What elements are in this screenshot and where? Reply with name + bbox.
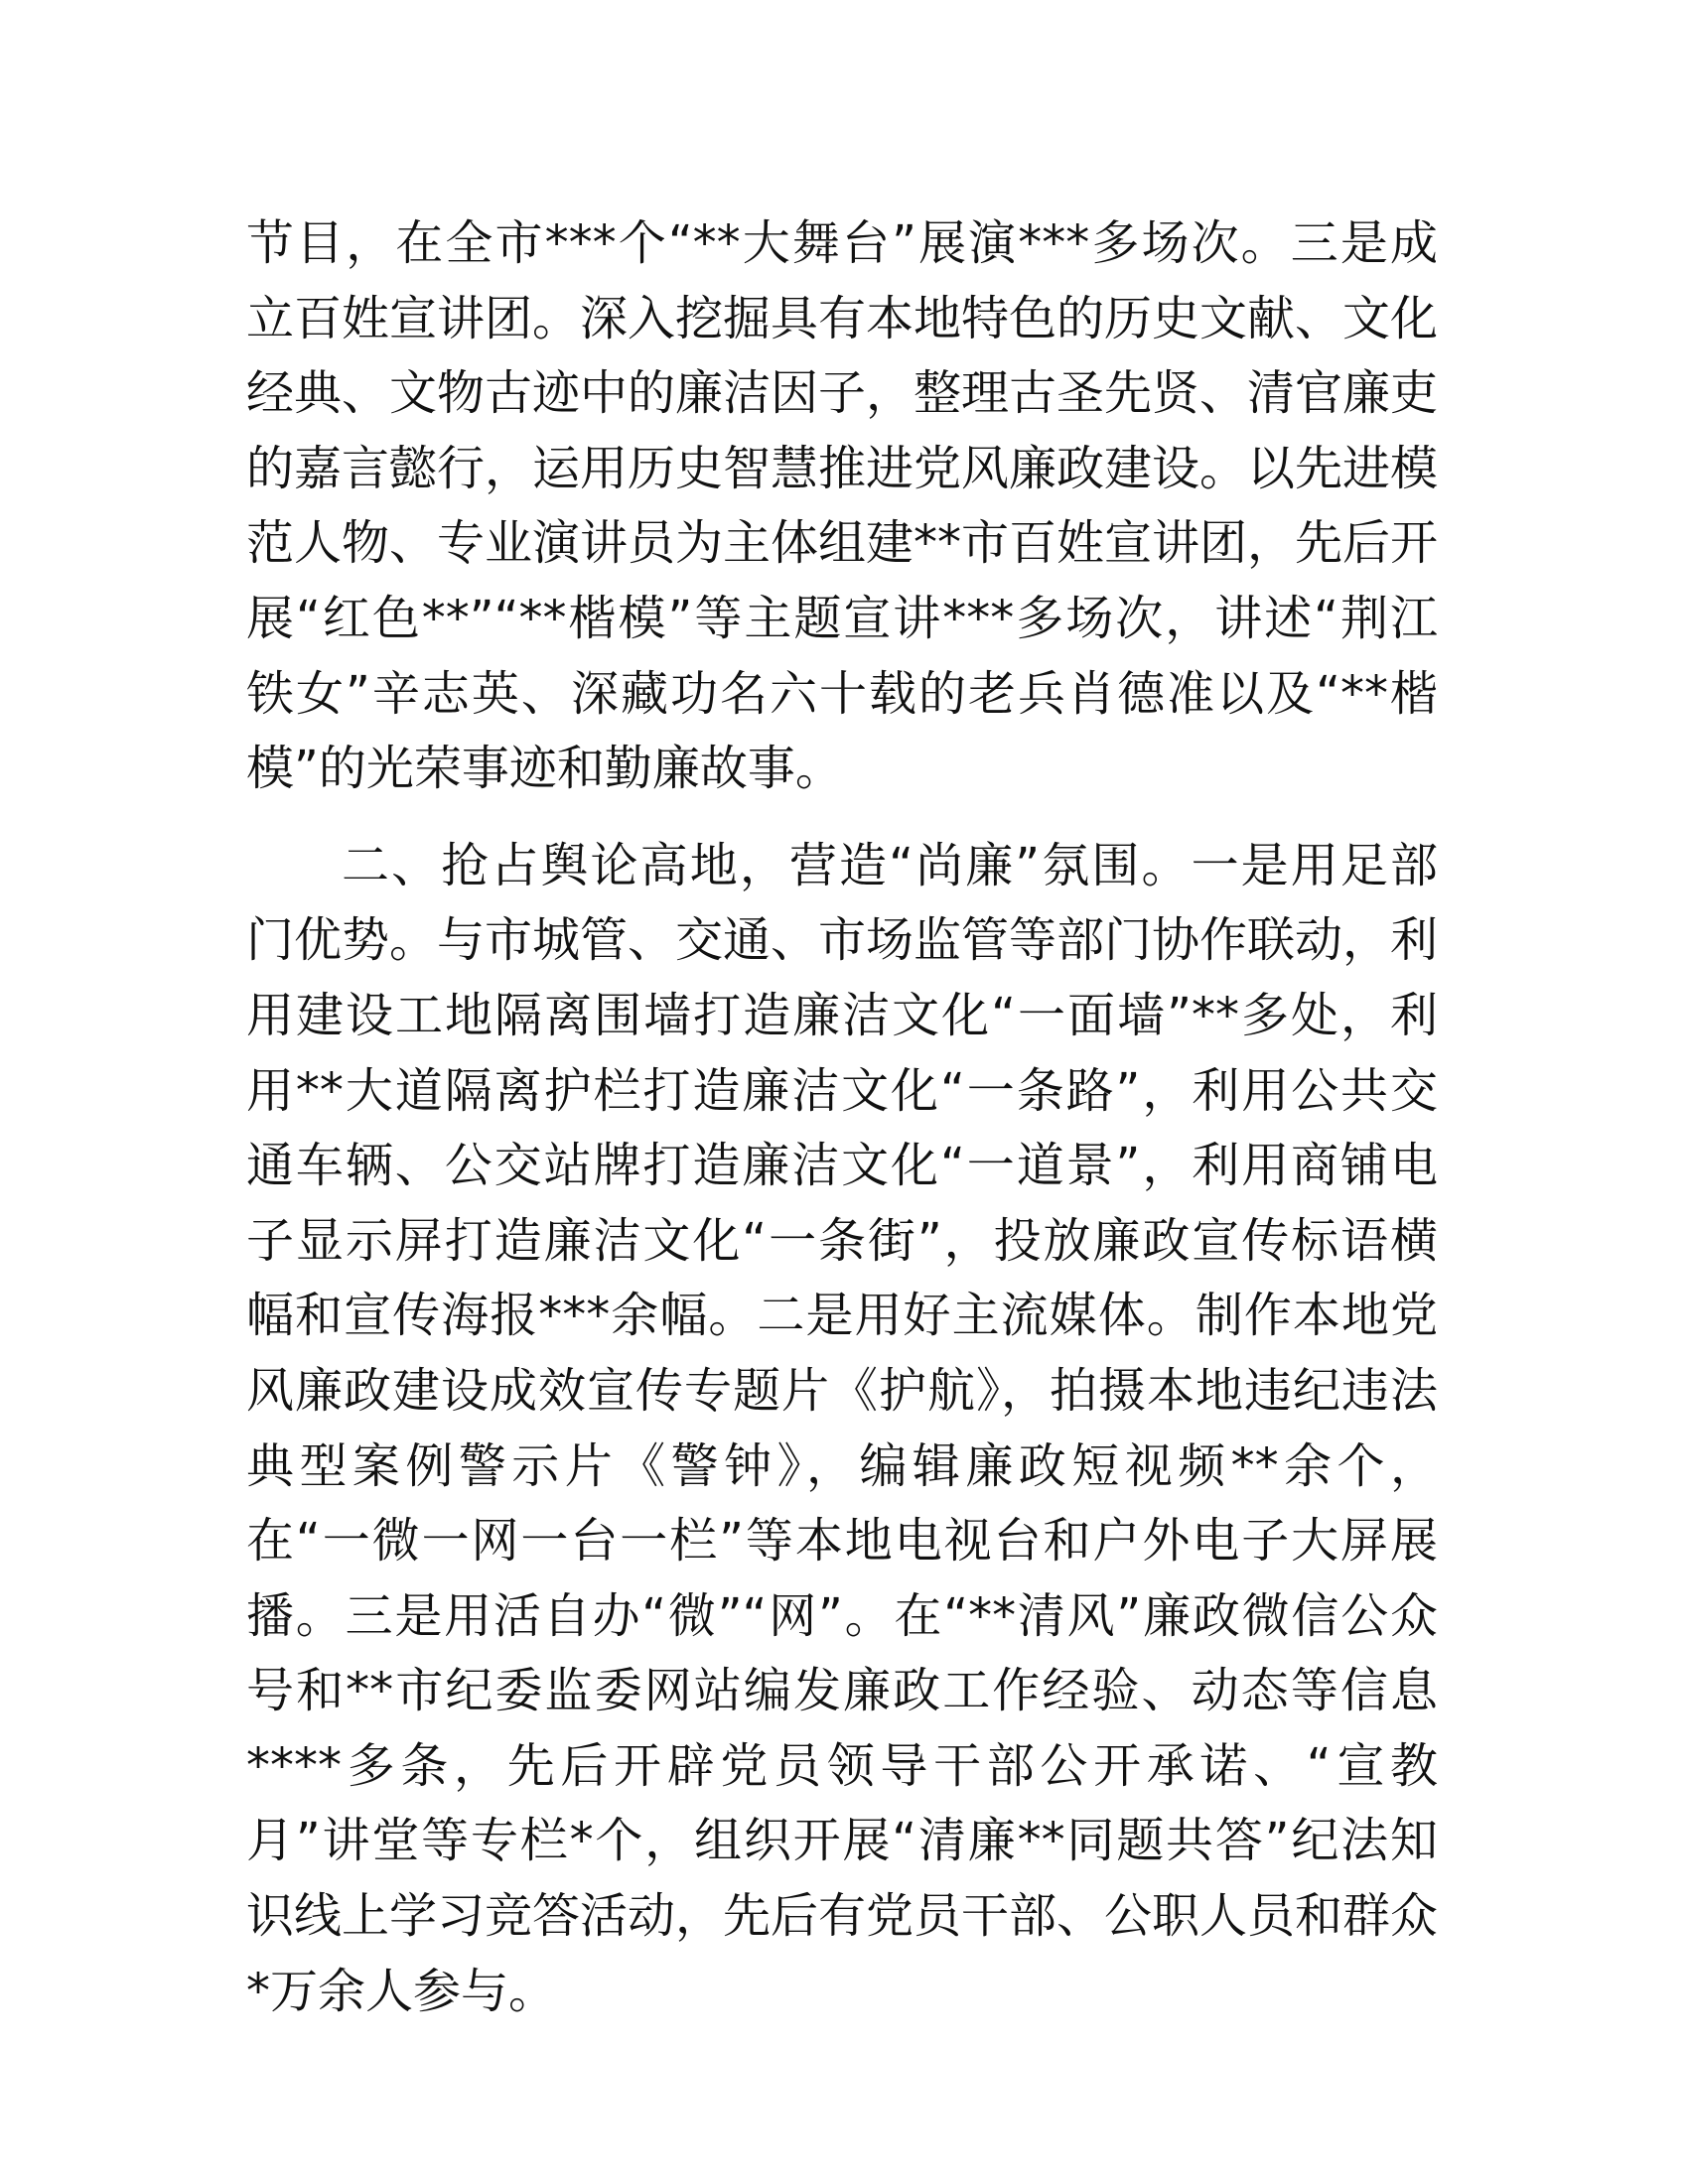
paragraph-section-two: 二、抢占舆论高地，营造“尚廉”氛围。一是用足部门优势。与市城管、交通、市场监管等部门协作联动，利用建设工地隔离围墙打造廉洁文化“一面墙”**多处，利用**大道隔离护栏打造廉洁文化“一条路”，利用公共交通车辆、公交站牌打造廉洁文化“一道景”，利用商铺电子显示屏打造廉洁文化“一条街”，投放廉政宣传标语横幅和宣传海报***余幅。二是用好主流媒体。制作本地党风廉政建设成效宣传专题片《护航》，拍摄本地违纪违法典型案例警示片《警钟》，编辑廉政短视频**余个，在“一微一网一台一栏”等本地电视台和户外电子大屏展播。三是用活自办“微”“网”。在“**清风”廉政微信公众号和**市纪委监委网站编发廉政工作经验、动态等信息****多条，先后开辟党员领导干部公开承诺、“宣教月”讲堂等专栏*个，组织开展“清廉**同题共答”纪法知识线上学习竞答活动，先后有党员干部、公职人员和群众*万余人参与。 — [246, 837, 1439, 2019]
document-page — [246, 206, 1438, 2029]
paragraph-gap — [246, 807, 1438, 829]
paragraph-continuation: 节目，在全市***个“**大舞台”展演***多场次。三是成立百姓宣讲团。深入挖掘具有本地特色的历史文献、文化经典、文物古迹中的廉洁因子，整理古圣先贤、清官廉吏的嘉言懿行，运用历史智慧推进党风廉政建设。以先进模范人物、专业演讲员为主体组建**市百姓宣讲团，先后开展“红色**”“**楷模”等主题宣讲***多场次，讲述“荆江铁女”辛志英、深藏功名六十载的老兵肖德准以及“**楷模”的光荣事迹和勤廉故事。 — [246, 215, 1439, 797]
